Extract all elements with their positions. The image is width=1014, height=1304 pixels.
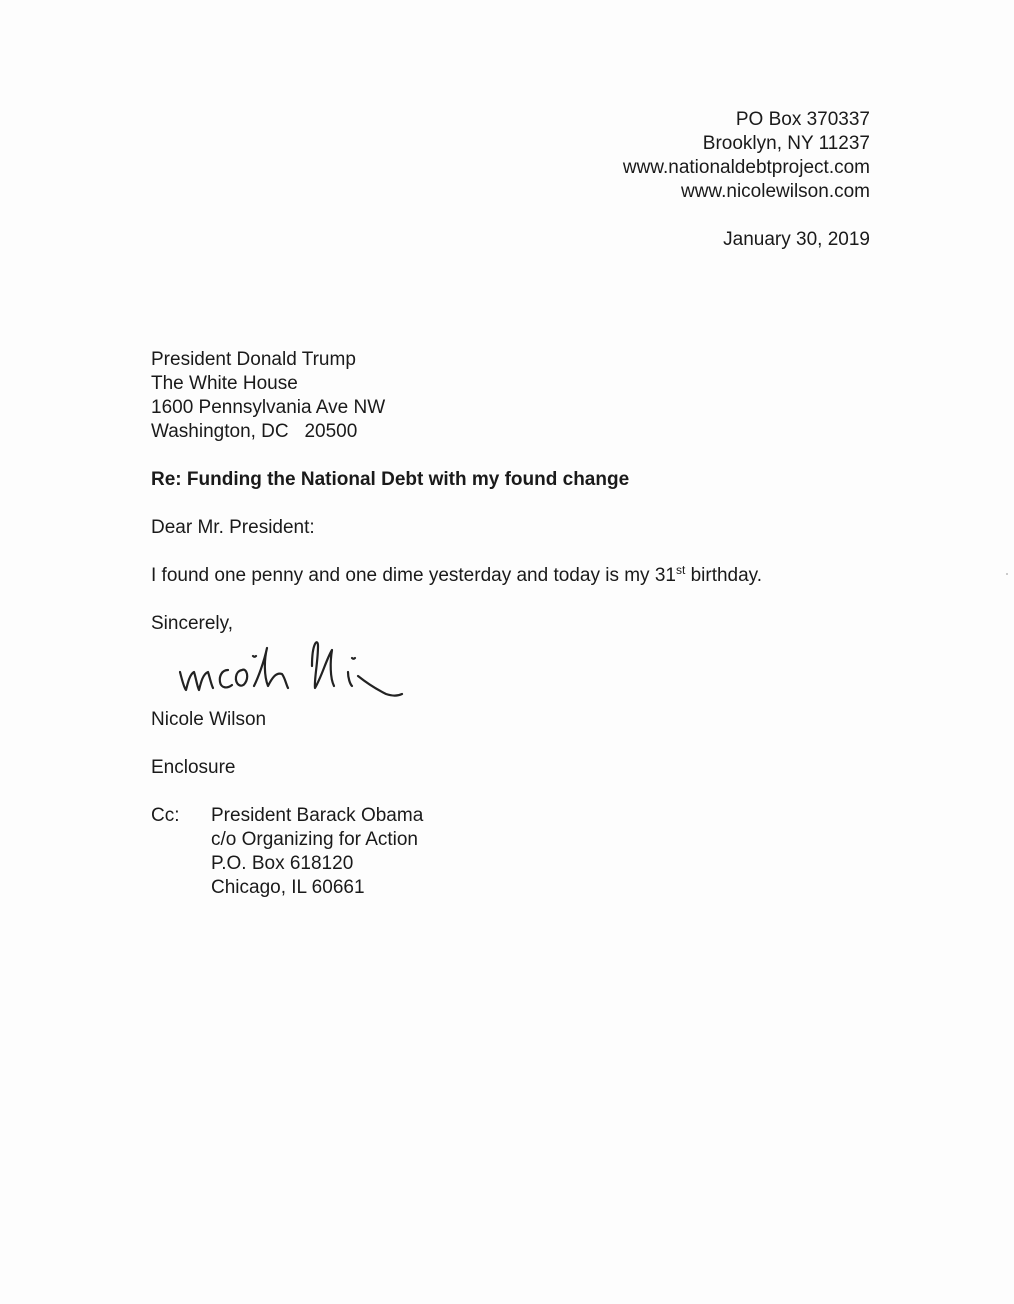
ordinal-suffix: st xyxy=(675,563,686,577)
signer-name: Nicole Wilson xyxy=(151,709,267,730)
recipient-building: The White House xyxy=(151,373,298,394)
salutation: Dear Mr. President: xyxy=(151,517,315,538)
cc-name: President Barack Obama xyxy=(211,805,424,826)
body-text-end: birthday. xyxy=(685,565,763,586)
cc-city: Chicago, IL 60661 xyxy=(211,877,365,898)
enclosure-note: Enclosure xyxy=(151,757,236,778)
letter-date: January 30, 2019 xyxy=(723,229,870,250)
sender-po-box: PO Box 370337 xyxy=(735,109,870,130)
cc-po-box: P.O. Box 618120 xyxy=(211,853,354,874)
recipient-name: President Donald Trump xyxy=(151,349,356,370)
body-text-main: I found one penny and one dime yesterday and today is my 31 xyxy=(151,565,676,586)
closing: Sincerely, xyxy=(151,613,234,634)
sender-website-personal: www.nicolewilson.com xyxy=(680,181,870,202)
sender-website-project: www.nationaldebtproject.com xyxy=(622,157,870,178)
cc-address xyxy=(211,804,423,900)
sender-address xyxy=(623,108,870,204)
body-paragraph xyxy=(151,564,762,588)
cc-organization: c/o Organizing for Action xyxy=(211,829,418,850)
cc-label: Cc: xyxy=(151,805,180,826)
subject-line: Re: Funding the National Debt with my found change xyxy=(151,469,630,490)
recipient-address xyxy=(151,348,385,444)
handwritten-signature xyxy=(172,632,412,702)
sender-city: Brooklyn, NY 11237 xyxy=(702,133,870,154)
scan-speck xyxy=(1006,573,1008,575)
recipient-street: 1600 Pennsylvania Ave NW xyxy=(151,397,386,418)
recipient-city: Washington, DC 20500 xyxy=(151,421,358,442)
